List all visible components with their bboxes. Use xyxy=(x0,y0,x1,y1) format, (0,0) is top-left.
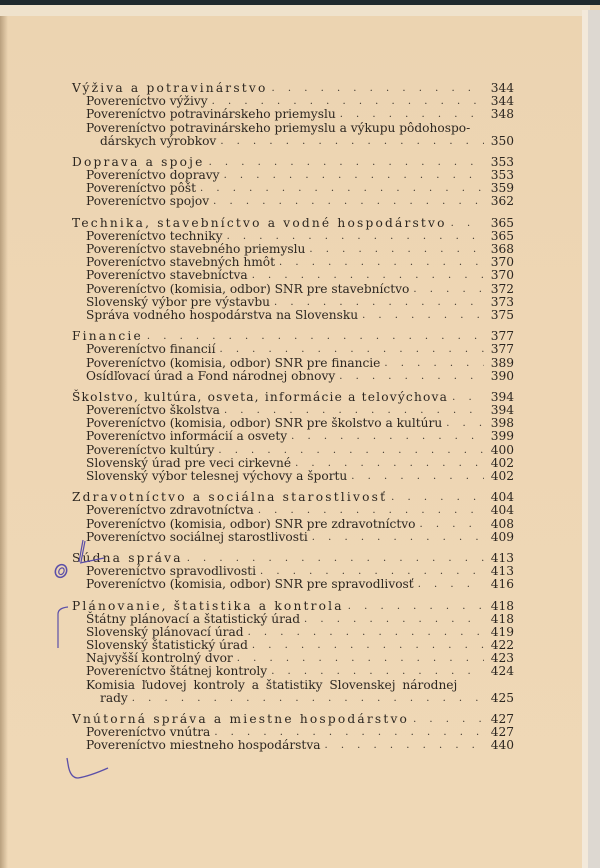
toc-section-vnutorna-sprava xyxy=(72,713,514,753)
entry-label: Povereníctvo kultúry xyxy=(86,442,215,457)
entry-label: Povereníctvo (komisia, odbor) SNR pre stavebníctvo xyxy=(86,281,410,296)
page-number: 422 xyxy=(490,638,514,653)
dot-leader xyxy=(291,430,484,443)
dot-leader xyxy=(446,417,484,430)
toc-section-technika xyxy=(72,217,514,323)
page-number: 440 xyxy=(490,738,514,753)
page-number: 413 xyxy=(490,550,514,565)
toc-entry xyxy=(72,613,514,626)
section-title: Výživa a potravinárstvo xyxy=(72,80,268,95)
toc-entry xyxy=(72,357,514,370)
entry-label: Povereníctvo stavebných hmôt xyxy=(86,255,275,270)
pen-bracket-mark xyxy=(74,538,110,568)
entry-label: Povereníctvo stavebného priemyslu xyxy=(86,242,306,257)
toc-entry xyxy=(72,370,514,383)
table-of-contents xyxy=(72,82,514,761)
dot-leader xyxy=(413,283,484,296)
entry-label: Povereníctvo sociálnej starostlivosti xyxy=(86,529,308,544)
toc-entry xyxy=(72,739,514,752)
toc-entry-continuation xyxy=(72,692,514,705)
entry-label: Povereníctvo pôšt xyxy=(86,181,197,196)
toc-entry xyxy=(72,666,514,679)
dot-leader xyxy=(309,243,484,256)
toc-entry xyxy=(72,122,514,135)
page-number: 365 xyxy=(490,228,514,243)
dot-leader xyxy=(132,692,484,705)
dot-leader xyxy=(384,357,484,370)
section-title: Plánovanie, štatistika a kontrola xyxy=(72,598,344,613)
entry-label: Povereníctvo školstva xyxy=(86,403,220,418)
dot-leader xyxy=(237,652,484,665)
entry-label: Povereníctvo vnútra xyxy=(86,725,211,740)
entry-label: Povereníctvo potravinárskeho priemyslu a výkupu pôdohospo- xyxy=(86,120,471,135)
entry-label: Slovenský plánovací úrad xyxy=(86,624,244,639)
dot-leader xyxy=(200,182,484,195)
toc-entry xyxy=(72,431,514,444)
dot-leader xyxy=(213,195,484,208)
toc-entry xyxy=(72,679,514,692)
entry-label: Povereníctvo výživy xyxy=(86,94,208,109)
page-number: 399 xyxy=(490,429,514,444)
entry-label: Povereníctvo miestneho hospodárstva xyxy=(86,738,321,753)
entry-label: Komisia ľudovej kontroly a štatistiky Slovenskej národnej xyxy=(86,677,458,692)
toc-entry xyxy=(72,283,514,296)
toc-entry xyxy=(72,343,514,356)
toc-section-heading xyxy=(72,217,514,230)
dot-leader xyxy=(312,531,484,544)
toc-section-skolstvo xyxy=(72,391,514,483)
dot-leader xyxy=(209,156,484,169)
dot-leader xyxy=(362,309,484,322)
entry-label: Povereníctvo financií xyxy=(86,342,216,357)
page-number: 419 xyxy=(490,624,514,639)
toc-entry xyxy=(72,504,514,517)
dot-leader xyxy=(271,665,484,678)
section-title: Školstvo, kultúra, osveta, informácie a telovýchova xyxy=(72,389,449,404)
entry-label: Povereníctvo zdravotníctva xyxy=(86,503,254,518)
dot-leader xyxy=(248,626,484,639)
toc-entry xyxy=(72,531,514,544)
entry-label: Povereníctvo techniky xyxy=(86,228,223,243)
page-number: 372 xyxy=(490,281,514,296)
entry-label: Slovenský výbor telesnej výchovy a športu xyxy=(86,469,348,484)
page-number: 348 xyxy=(490,107,514,122)
page-number: 377 xyxy=(490,329,514,344)
page-number: 359 xyxy=(490,181,514,196)
dot-leader xyxy=(348,600,484,613)
dot-leader xyxy=(452,391,484,404)
page-number: 408 xyxy=(490,516,514,531)
entry-label: Povereníctvo potravinárskeho priemyslu xyxy=(86,107,336,122)
toc-entry xyxy=(72,578,514,591)
page-number: 425 xyxy=(490,690,514,705)
dot-leader xyxy=(220,135,484,148)
page-number: 427 xyxy=(490,725,514,740)
page-number: 344 xyxy=(490,80,514,95)
entry-label: Najvyšší kontrolný dvor xyxy=(86,651,233,666)
pen-circle-mark xyxy=(53,563,69,579)
section-title: Súdna správa xyxy=(72,550,183,565)
page-number: 418 xyxy=(490,598,514,613)
toc-entry-continuation xyxy=(72,135,514,148)
dot-leader xyxy=(418,578,484,591)
page-number: 362 xyxy=(490,194,514,209)
page-number: 427 xyxy=(490,712,514,727)
dot-leader xyxy=(339,370,484,383)
page-number: 353 xyxy=(490,154,514,169)
page-number: 373 xyxy=(490,294,514,309)
entry-label: Povereníctvo štátnej kontroly xyxy=(86,664,268,679)
toc-entry xyxy=(72,196,514,209)
toc-section-sudna-sprava xyxy=(72,552,514,592)
page-number: 424 xyxy=(490,664,514,679)
toc-entry xyxy=(72,108,514,121)
entry-label-continuation: rady xyxy=(100,690,128,705)
toc-section-financie xyxy=(72,330,514,383)
toc-section-heading xyxy=(72,600,514,613)
dot-leader xyxy=(219,343,484,356)
page-number: 389 xyxy=(490,355,514,370)
page-number: 375 xyxy=(490,307,514,322)
page-number: 423 xyxy=(490,651,514,666)
entry-label: Slovenský výbor pre výstavbu xyxy=(86,294,270,309)
pen-check-mark xyxy=(64,756,116,782)
dot-leader xyxy=(279,256,484,269)
entry-label: Správa vodného hospodárstva na Slovensku xyxy=(86,307,359,322)
toc-section-zdravotnictvo xyxy=(72,491,514,544)
page-number: 418 xyxy=(490,611,514,626)
dot-leader xyxy=(413,713,484,726)
page-number: 416 xyxy=(490,577,514,592)
page-number: 350 xyxy=(490,133,514,148)
pen-bracket-mark xyxy=(54,604,74,650)
dot-leader xyxy=(304,613,484,626)
entry-label: Slovenský štatistický úrad xyxy=(86,638,248,653)
page-number: 390 xyxy=(490,368,514,383)
section-title: Technika, stavebníctvo a vodné hospodárstvo xyxy=(72,215,447,230)
entry-label: Štátny plánovací a štatistický úrad xyxy=(86,611,301,626)
dot-leader xyxy=(272,82,484,95)
entry-label: Povereníctvo (komisia, odbor) SNR pre spravodlivosť xyxy=(86,577,414,592)
toc-section-planovanie xyxy=(72,600,514,706)
page-number: 398 xyxy=(490,416,514,431)
page-number: 370 xyxy=(490,268,514,283)
scan-background-edge xyxy=(588,10,600,868)
scan-top-strip xyxy=(0,5,590,16)
dot-leader xyxy=(218,444,484,457)
page-number: 402 xyxy=(490,455,514,470)
dot-leader xyxy=(252,639,484,652)
entry-label: Povereníctvo spravodlivosti xyxy=(86,564,256,579)
entry-label: Povereníctvo informácií a osvety xyxy=(86,429,288,444)
toc-entry xyxy=(72,309,514,322)
entry-label: Povereníctvo stavebníctva xyxy=(86,268,248,283)
toc-section-doprava xyxy=(72,156,514,209)
entry-label: Povereníctvo dopravy xyxy=(86,168,220,183)
dot-leader xyxy=(451,217,484,230)
page-number: 413 xyxy=(490,564,514,579)
dot-leader xyxy=(420,518,485,531)
dot-leader xyxy=(258,504,484,517)
toc-entry xyxy=(72,444,514,457)
toc-entry xyxy=(72,269,514,282)
entry-label: Osídľovací úrad a Fond národnej obnovy xyxy=(86,368,336,383)
dot-leader xyxy=(224,169,484,182)
entry-label: Povereníctvo (komisia, odbor) SNR pre financie xyxy=(86,355,381,370)
toc-section-vyziva xyxy=(72,82,514,148)
page-number: 377 xyxy=(490,342,514,357)
entry-label: Povereníctvo (komisia, odbor) SNR pre školstvo a kultúru xyxy=(86,416,443,431)
page-number: 353 xyxy=(490,168,514,183)
section-title: Vnútorná správa a miestne hospodárstvo xyxy=(72,712,410,727)
page-number: 404 xyxy=(490,503,514,518)
dot-leader xyxy=(340,108,484,121)
toc-entry xyxy=(72,518,514,531)
entry-label: Slovenský úrad pre veci cirkevné xyxy=(86,455,292,470)
dot-leader xyxy=(324,739,484,752)
page-number: 400 xyxy=(490,442,514,457)
entry-label-continuation: dárskych výrobkov xyxy=(100,133,217,148)
dot-leader xyxy=(351,470,484,483)
toc-entry xyxy=(72,470,514,483)
section-title: Zdravotníctvo a sociálna starostlivosť xyxy=(72,490,388,505)
page-number: 344 xyxy=(490,94,514,109)
dot-leader xyxy=(391,491,484,504)
section-title: Financie xyxy=(72,329,143,344)
page-number: 368 xyxy=(490,242,514,257)
page-number: 394 xyxy=(490,389,514,404)
section-title: Doprava a spoje xyxy=(72,154,205,169)
page-number: 365 xyxy=(490,215,514,230)
page-number: 394 xyxy=(490,403,514,418)
dot-leader xyxy=(252,269,484,282)
page-gutter-shadow xyxy=(0,16,8,868)
page-number: 370 xyxy=(490,255,514,270)
page-number: 404 xyxy=(490,490,514,505)
page-number: 402 xyxy=(490,469,514,484)
entry-label: Povereníctvo spojov xyxy=(86,194,210,209)
entry-label: Povereníctvo (komisia, odbor) SNR pre zdravotníctvo xyxy=(86,516,416,531)
page-number: 409 xyxy=(490,529,514,544)
